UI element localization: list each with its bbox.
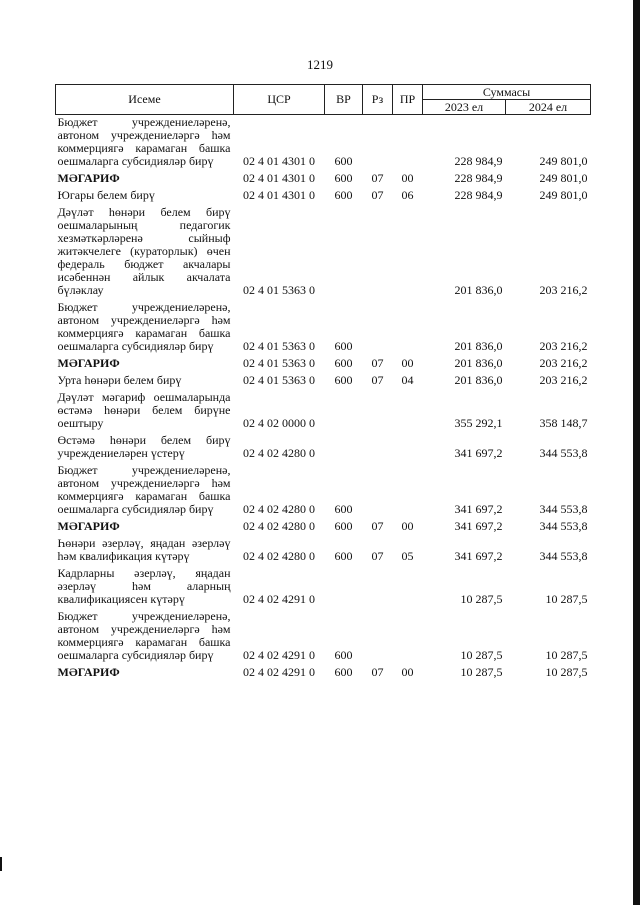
row-csr: 02 4 02 4291 0 bbox=[243, 648, 315, 662]
row-amount-2023: 355 292,1 bbox=[454, 416, 503, 430]
row-csr: 02 4 02 4280 0 bbox=[243, 519, 315, 533]
table-body bbox=[56, 115, 591, 683]
row-vr: 600 bbox=[334, 665, 353, 679]
row-name: Өстәмә һөнәри белем бирү учреждениеләрен үстерү bbox=[57, 433, 231, 460]
row-name: Бюджет учреждениеләренә, автоном учреждениеләргә һәм коммерциягә карамаган башка оешмаларга субсидияләр бирү bbox=[57, 115, 231, 168]
header-pr: ПР bbox=[393, 85, 423, 115]
row-name: МӘГАРИФ bbox=[57, 665, 120, 679]
row-rz: 07 bbox=[371, 519, 384, 533]
row-amount-2024: 10 287,5 bbox=[545, 665, 588, 679]
row-rz: 07 bbox=[371, 356, 384, 370]
row-pr bbox=[393, 390, 423, 433]
row-csr: 02 4 01 4301 0 bbox=[243, 171, 315, 185]
row-csr: 02 4 01 5363 0 bbox=[243, 373, 315, 387]
row-csr: 02 4 01 5363 0 bbox=[243, 339, 315, 353]
row-amount-2024: 358 148,7 bbox=[539, 416, 588, 430]
row-rz: 07 bbox=[371, 665, 384, 679]
row-vr: 600 bbox=[334, 373, 353, 387]
row-pr: 06 bbox=[401, 188, 414, 202]
row-name: Бюджет учреждениеләренә, автоном учреждениеләргә һәм коммерциягә карамаган башка оешмаларга субсидияләр бирү bbox=[57, 463, 231, 516]
row-vr bbox=[325, 433, 363, 463]
row-name: Югары белем бирү bbox=[57, 188, 155, 202]
row-amount-2024: 344 553,8 bbox=[539, 502, 588, 516]
row-amount-2024: 249 801,0 bbox=[539, 188, 588, 202]
header-rz: Рз bbox=[363, 85, 393, 115]
table-header bbox=[56, 85, 591, 115]
row-rz: 07 bbox=[371, 188, 384, 202]
row-csr: 02 4 02 4291 0 bbox=[243, 665, 315, 679]
row-csr: 02 4 01 4301 0 bbox=[243, 188, 315, 202]
row-amount-2023: 10 287,5 bbox=[460, 665, 503, 679]
row-rz bbox=[363, 566, 393, 609]
row-amount-2023: 341 697,2 bbox=[454, 519, 503, 533]
budget-table bbox=[55, 84, 591, 682]
page-edge-bar bbox=[633, 0, 640, 905]
row-rz bbox=[363, 463, 393, 519]
table-row bbox=[56, 433, 591, 463]
row-name: Кадрларны әзерләү, яңадан әзерләү һәм аларның квалификациясен күтәрү bbox=[57, 566, 231, 606]
row-amount-2023: 341 697,2 bbox=[454, 549, 503, 563]
row-amount-2024: 203 216,2 bbox=[539, 356, 588, 370]
row-rz: 07 bbox=[371, 373, 384, 387]
table-row bbox=[56, 665, 591, 682]
row-csr: 02 4 02 4280 0 bbox=[243, 446, 315, 460]
row-vr: 600 bbox=[334, 502, 353, 516]
row-pr bbox=[393, 463, 423, 519]
row-pr: 00 bbox=[401, 519, 414, 533]
row-amount-2023: 201 836,0 bbox=[454, 283, 503, 297]
row-amount-2024: 344 553,8 bbox=[539, 519, 588, 533]
row-amount-2023: 341 697,2 bbox=[454, 502, 503, 516]
row-amount-2023: 228 984,9 bbox=[454, 188, 503, 202]
row-pr: 05 bbox=[401, 549, 414, 563]
row-amount-2024: 249 801,0 bbox=[539, 154, 588, 168]
row-name: МӘГАРИФ bbox=[57, 171, 120, 185]
row-vr: 600 bbox=[334, 171, 353, 185]
row-csr: 02 4 02 4291 0 bbox=[243, 592, 315, 606]
table-row bbox=[56, 356, 591, 373]
row-vr bbox=[325, 205, 363, 300]
row-amount-2023: 228 984,9 bbox=[454, 171, 503, 185]
table-row bbox=[56, 115, 591, 172]
row-rz: 07 bbox=[371, 171, 384, 185]
row-rz bbox=[363, 115, 393, 172]
row-vr bbox=[325, 566, 363, 609]
row-vr: 600 bbox=[334, 188, 353, 202]
row-vr: 600 bbox=[334, 519, 353, 533]
header-vr: ВР bbox=[325, 85, 363, 115]
table-row bbox=[56, 171, 591, 188]
header-sums: Суммасы bbox=[423, 85, 591, 100]
table-row bbox=[56, 536, 591, 566]
row-name: Һөнәри әзерләү, яңадан әзерләү һәм квалификация күтәрү bbox=[57, 536, 231, 563]
row-rz bbox=[363, 390, 393, 433]
row-vr: 600 bbox=[334, 648, 353, 662]
row-csr: 02 4 02 0000 0 bbox=[243, 416, 315, 430]
row-pr bbox=[393, 433, 423, 463]
row-pr bbox=[393, 566, 423, 609]
header-year-2023: 2023 ел bbox=[423, 100, 506, 115]
page-number: 1219 bbox=[307, 57, 333, 72]
row-vr: 600 bbox=[334, 356, 353, 370]
row-vr: 600 bbox=[334, 549, 353, 563]
row-rz bbox=[363, 609, 393, 665]
row-pr: 00 bbox=[401, 356, 414, 370]
row-name: МӘГАРИФ bbox=[57, 519, 120, 533]
row-vr bbox=[325, 390, 363, 433]
row-pr bbox=[393, 300, 423, 356]
table-row bbox=[56, 519, 591, 536]
row-amount-2024: 249 801,0 bbox=[539, 171, 588, 185]
row-pr bbox=[393, 609, 423, 665]
row-amount-2023: 341 697,2 bbox=[454, 446, 503, 460]
header-name: Исеме bbox=[56, 85, 234, 115]
row-amount-2023: 201 836,0 bbox=[454, 356, 503, 370]
row-rz: 07 bbox=[371, 549, 384, 563]
row-amount-2024: 344 553,8 bbox=[539, 549, 588, 563]
row-amount-2023: 201 836,0 bbox=[454, 339, 503, 353]
row-amount-2023: 228 984,9 bbox=[454, 154, 503, 168]
row-vr: 600 bbox=[334, 339, 353, 353]
row-pr bbox=[393, 205, 423, 300]
row-csr: 02 4 01 5363 0 bbox=[243, 283, 315, 297]
row-rz bbox=[363, 300, 393, 356]
row-amount-2024: 344 553,8 bbox=[539, 446, 588, 460]
row-name: Бюджет учреждениеләренә, автоном учреждениеләргә һәм коммерциягә карамаган башка оешмаларга субсидияләр бирү bbox=[57, 300, 231, 353]
row-rz bbox=[363, 205, 393, 300]
row-name: Урта һөнәри белем бирү bbox=[57, 373, 182, 387]
table-row bbox=[56, 373, 591, 390]
row-pr: 04 bbox=[401, 373, 414, 387]
row-rz bbox=[363, 433, 393, 463]
header-year-2024: 2024 ел bbox=[506, 100, 591, 115]
row-amount-2023: 201 836,0 bbox=[454, 373, 503, 387]
table-row bbox=[56, 188, 591, 205]
header-csr: ЦСР bbox=[234, 85, 325, 115]
table-row bbox=[56, 566, 591, 609]
table-row bbox=[56, 609, 591, 665]
row-csr: 02 4 01 5363 0 bbox=[243, 356, 315, 370]
table-row bbox=[56, 205, 591, 300]
row-pr: 00 bbox=[401, 171, 414, 185]
row-name: Дәүләт мәгариф оешмаларында өстәмә һөнәри белем бирүне оештыру bbox=[57, 390, 231, 430]
row-name: МӘГАРИФ bbox=[57, 356, 120, 370]
row-pr: 00 bbox=[401, 665, 414, 679]
row-amount-2024: 10 287,5 bbox=[545, 648, 588, 662]
table-row bbox=[56, 463, 591, 519]
row-amount-2023: 10 287,5 bbox=[460, 592, 503, 606]
table-row bbox=[56, 390, 591, 433]
row-csr: 02 4 02 4280 0 bbox=[243, 502, 315, 516]
row-amount-2024: 203 216,2 bbox=[539, 373, 588, 387]
table-row bbox=[56, 300, 591, 356]
row-csr: 02 4 01 4301 0 bbox=[243, 154, 315, 168]
row-amount-2024: 203 216,2 bbox=[539, 283, 588, 297]
row-name: Бюджет учреждениеләренә, автоном учреждениеләргә һәм коммерциягә карамаган башка оешмаларга субсидияләр бирү bbox=[57, 609, 231, 662]
margin-mark bbox=[0, 857, 2, 871]
row-amount-2024: 10 287,5 bbox=[545, 592, 588, 606]
row-vr: 600 bbox=[334, 154, 353, 168]
row-pr bbox=[393, 115, 423, 172]
row-csr: 02 4 02 4280 0 bbox=[243, 549, 315, 563]
row-amount-2024: 203 216,2 bbox=[539, 339, 588, 353]
row-name: Дәүләт һөнәри белем бирү оешмаларының педагогик хезмәткәрләренә сыйныф житәкчелеге (кураторлык) өчен федераль бюджет акчалары исәбеннән айлык акчалата бүләклау bbox=[57, 205, 231, 297]
row-amount-2023: 10 287,5 bbox=[460, 648, 503, 662]
